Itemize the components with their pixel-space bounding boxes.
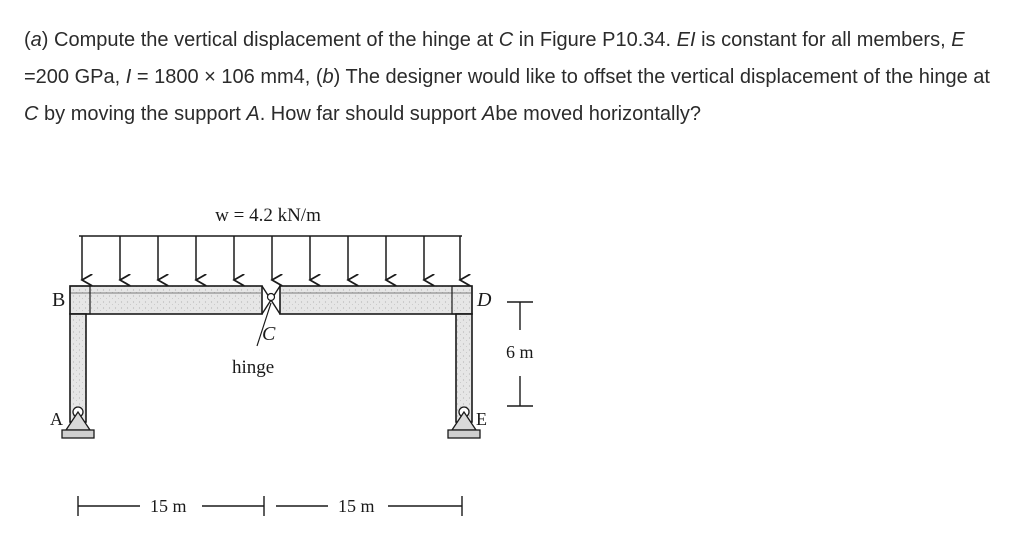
variable-a: A [246,103,260,125]
variable-a: A [482,103,496,125]
label-b: B [52,289,66,311]
variable-e: E [951,29,965,51]
part-b-text: . How far should support [259,103,483,125]
right-beam [280,286,472,314]
part-a-text: = 1800 × 106 mm4, ( [131,66,323,88]
hinge-pin [262,286,280,314]
part-b-text: be moved horizontally? [495,103,702,125]
label-c: C [262,323,276,345]
span-dimension [78,496,462,516]
part-b-text: by moving the support [38,103,247,125]
pin-support-a [62,407,94,438]
part-b-marker: b [322,66,334,88]
span-left-label: 15 m [150,496,187,516]
left-beam [70,286,262,314]
distributed-load [79,236,462,280]
variable-c: C [498,29,514,51]
part-a-text: Compute the vertical displacement of the hinge at [48,29,499,51]
part-a-text: =200 GPa, [24,66,126,88]
variable-ei: EI [676,29,696,51]
variable-i: I [125,66,132,88]
variable-c: C [24,103,39,125]
part-a-text: is constant for all members, [695,29,952,51]
load-label: w = 4.2 kN/m [215,205,321,226]
part-a-marker: a [30,29,42,51]
label-a: A [50,409,63,429]
part-b-text: ) The designer would like to offset the vertical displacement of the hinge at [333,66,990,88]
height-dimension-label: 6 m [506,342,534,362]
problem-statement: (a) Compute the vertical displacement of the hinge at C in Figure P10.34. EI is constant for all members, E =200 GPa, I = 1800 × 106 mm4, (b) The designer would like to offset the vertical displacement of the hinge at C by moving the support A. How far should support Abe moved horizontally? [24,29,990,125]
part-a-text: in Figure P10.34. [513,29,677,51]
hinge-label: hinge [232,357,275,378]
span-right-label: 15 m [338,496,375,516]
label-d: D [477,289,492,311]
label-e: E [476,409,487,429]
